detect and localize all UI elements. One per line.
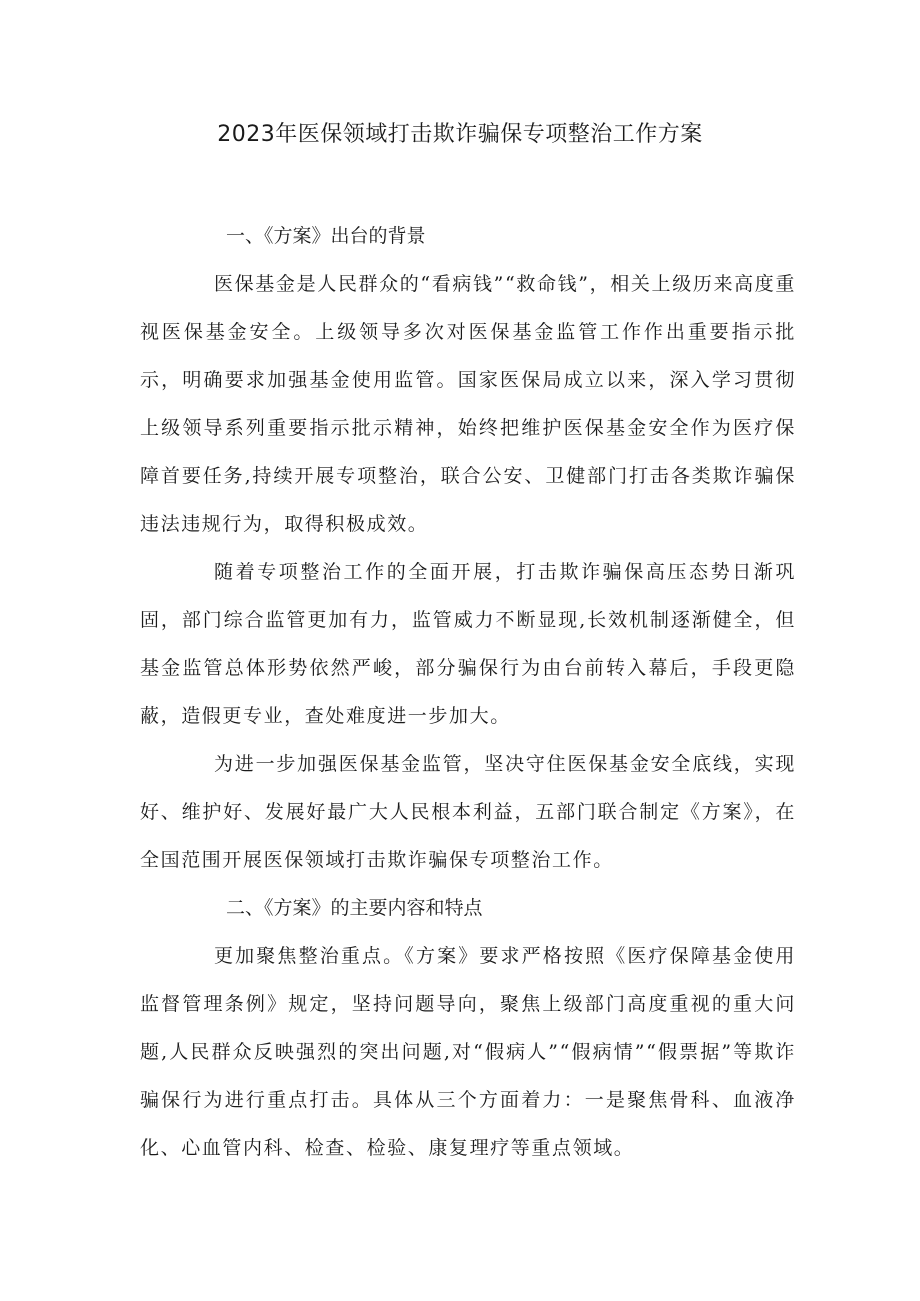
paragraph: 医保基金是人民群众的“看病钱”“救命钱”，相关上级历来高度重视医保基金安全。上级领导多次对医保基金监管工作作出重要指示批示，明确要求加强基金使用监管。国家医保局成立以来，深入学习贯彻上级领导系列重要指示批示精神，始终把维护医保基金安全作为医疗保障首要任务,持续开展专项整治，联合公安、卫健部门打击各类欺诈骗保违法违规行为，取得积极成效。 xyxy=(140,273,796,535)
document-body xyxy=(140,212,796,1172)
document-title: 2023年医保领域打击欺诈骗保专项整治工作方案 xyxy=(217,122,703,147)
paragraph: 随着专项整治工作的全面开展，打击欺诈骗保高压态势日渐巩固，部门综合监管更加有力，监管威力不断显现,长效机制逐渐健全，但基金监管总体形势依然严峻，部分骗保行为由台前转入幕后，手段更隐蔽，造假更专业，查处难度进一步加大。 xyxy=(140,561,796,727)
paragraph: 为进一步加强医保基金监管，坚决守住医保基金安全底线，实现好、维护好、发展好最广大人民根本利益，五部门联合制定《方案》，在全国范围开展医保领域打击欺诈骗保专项整治工作。 xyxy=(140,753,796,871)
section-heading: 二、《方案》的主要内容和特点 xyxy=(226,897,483,919)
section-heading: 一、《方案》出台的背景 xyxy=(226,225,426,247)
paragraph: 更加聚焦整治重点。《方案》要求严格按照《医疗保障基金使用监督管理条例》规定，坚持问题导向，聚焦上级部门高度重视的重大问题,人民群众反映强烈的突出问题,对“假病人”“假病情”“假票据”等欺诈骗保行为进行重点打击。具体从三个方面着力：一是聚焦骨科、血液净化、心血管内科、检查、检验、康复理疗等重点领域。 xyxy=(140,945,796,1159)
